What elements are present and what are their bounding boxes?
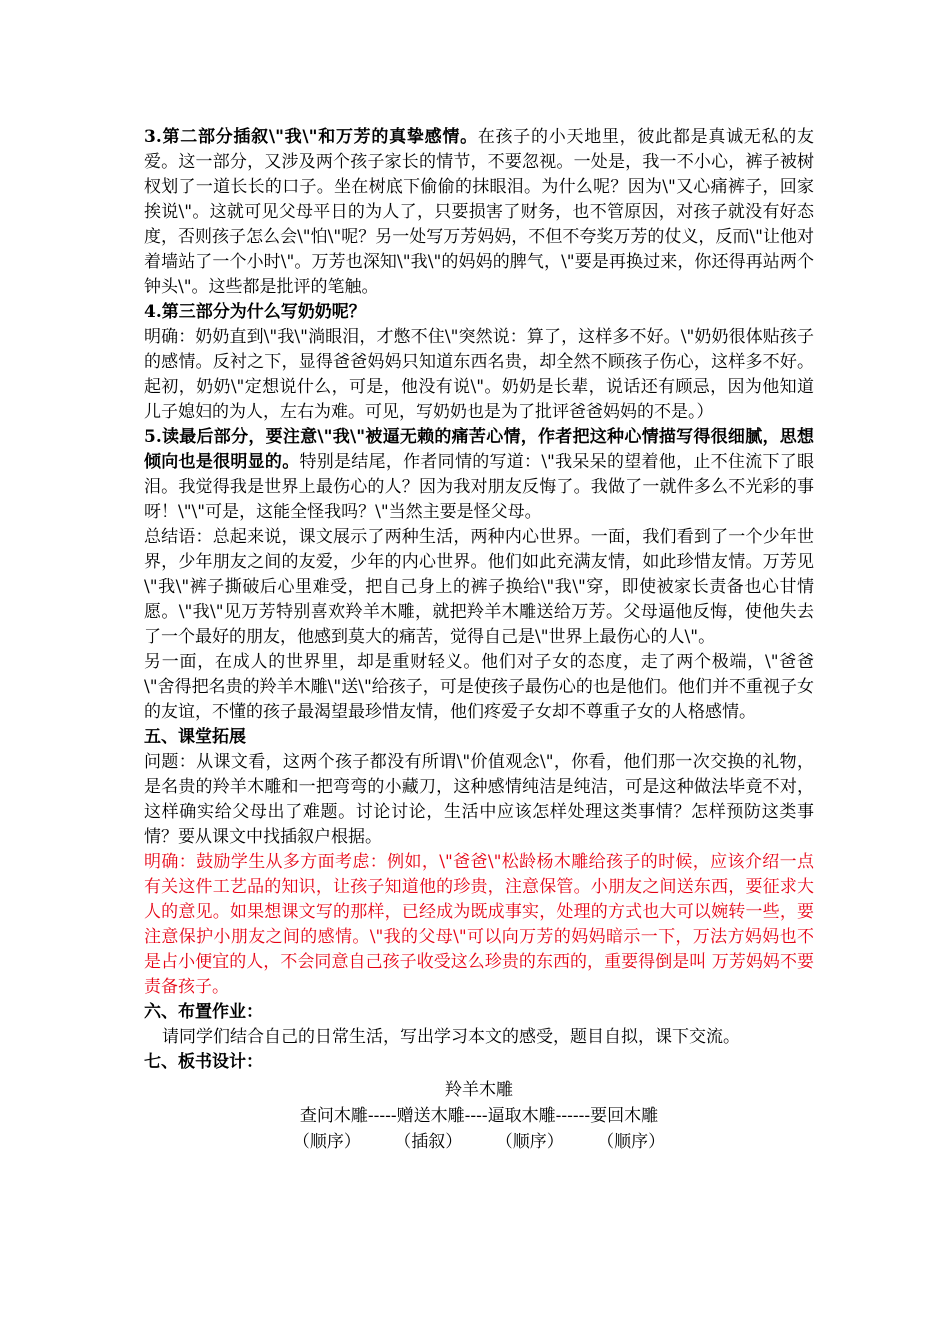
discussion-question: 问题：从课文看，这两个孩子都没有所谓\"价值观念\"，你看，他们那一次交换的礼物，是名贵的羚羊木雕和一把弯弯的小藏刀，这种感情纯洁是纯洁，可是这种做法毕竟不对，这样确实给父母出了难题。讨论讨论，生活中应该怎样处理这类事情？怎样预防这类事情？要从课文中找插叙户根据。 bbox=[144, 752, 814, 847]
section-5-body: 特别是结尾，作者同情的写道：\"我呆呆的望着他，止不住流下了眼泪。我觉得我是世界上最伤心的人？因为我对朋友反悔了。我做了一就件多么不光彩的事呀！\"\"可是，这能全怪我吗？\"当然主要是怪父母。 bbox=[144, 452, 815, 522]
section-5-paragraph bbox=[144, 425, 814, 525]
classroom-extension-heading: 五、课堂拓展 bbox=[144, 727, 246, 747]
board-label-4: （顺序） bbox=[597, 1132, 666, 1152]
board-label-1: （顺序） bbox=[292, 1132, 361, 1152]
board-label-3: （顺序） bbox=[495, 1132, 564, 1152]
section-3-heading: 3.第二部分插叙\"我\"和万芳的真挚感情。 bbox=[144, 127, 478, 147]
section-3-body: 在孩子的小天地里，彼此都是真诚无私的友爱。这一部分，又涉及两个孩子家长的情节，不要忽视。一处是，我一不小心，裤子被树杈划了一道长长的口子。坐在树底下偷偷的抹眼泪。为什么呢？因为\"又心痛裤子，回家挨说\"。这就可见父母平日的为人了，只要损害了财务，也不管原因，对孩子就没有好态度，否则孩子怎么会\"怕\"呢？另一处写万芳妈妈，不但不夸奖万芳的仗义，反而\"让他对着墙站了一个小时\"。万芳也深知\"我\"的妈妈的脾气，\"要是再换过来，你还得再站两个钟头\"。这些都是批评的笔触。 bbox=[144, 127, 815, 297]
section-4-body: 明确：奶奶直到\"我\"淌眼泪，才憋不住\"突然说：算了，这样多不好。\"奶奶很体贴孩子的感情。反衬之下，显得爸爸妈妈只知道东西名贵，却全然不顾孩子伤心，这样多不好。起初，奶奶\"定想说什么，可是，他没有说\"。奶奶是长辈，说话还有顾忌，因为他知道儿子媳妇的为人，左右为难。可见，写奶奶也是为了批评爸爸妈妈的不是。） bbox=[144, 327, 814, 422]
homework-body: 请同学们结合自己的日常生活，写出学习本文的感受，题目自拟，课下交流。 bbox=[162, 1027, 740, 1047]
board-design-heading: 七、板书设计： bbox=[144, 1052, 263, 1072]
discussion-answer: 明确：鼓励学生从多方面考虑：例如，\"爸爸\"松龄杨木雕给孩子的时候，应该介绍一点有关这件工艺品的知识，让孩子知道他的珍贵，注意保管。小朋友之间送东西，要征求大人的意见。如果想课文写的那样，已经成为既成事实，处理的方式也大可以婉转一些，要注意保护小朋友之间的感情。\"我的父母\"可以向万芳的妈妈暗示一下，万法方妈妈也不是占小便宜的人，不会同意自己孩子收受这么珍贵的东西的，重要得倒是叫 万芳妈妈不要责备孩子。 bbox=[144, 852, 814, 997]
board-title: 羚羊木雕 bbox=[445, 1080, 513, 1100]
summary-paragraph-1: 总结语：总起来说，课文展示了两种生活，两种内心世界。一面，我们看到了一个少年世界，少年朋友之间的友爱，少年的内心世界。他们如此充满友情，如此珍惜友情。万芳见\"我\"裤子撕破后心里难受，把自己身上的裤子换给\"我\"穿，即使被家长责备也心甘情愿。\"我\"见万芳特别喜欢羚羊木雕，就把羚羊木雕送给万芳。父母逼他反悔，使他失去了一个最好的朋友，他感到莫大的痛苦，觉得自己是\"世界上最伤心的人\"。 bbox=[144, 527, 814, 647]
board-flow: 查问木雕-----赠送木雕----逼取木雕------要回木雕 bbox=[299, 1106, 659, 1126]
section-3-paragraph bbox=[144, 125, 814, 300]
section-4-heading: 4.第三部分为什么写奶奶呢？ bbox=[144, 302, 366, 322]
board-label-2: （插叙） bbox=[394, 1132, 463, 1152]
document-page bbox=[144, 125, 814, 1155]
board-design bbox=[144, 1077, 814, 1155]
summary-paragraph-2: 另一面，在成人的世界里，却是重财轻义。他们对子女的态度，走了两个极端，\"爸爸\"舍得把名贵的羚羊木雕\"送\"给孩子，可是使孩子最伤心的也是他们。他们并不重视子女的友谊，不懂的孩子最渴望最珍惜友情，他们疼爱子女却不尊重子女的人格感情。 bbox=[144, 652, 814, 722]
section-5-heading: 5.读最后部分，要注意\"我\"被逼无赖的痛苦心情，作者把这种心情描写得很细腻，思想倾向也是很明显的。 bbox=[144, 427, 814, 472]
board-labels bbox=[144, 1129, 814, 1155]
homework-heading: 六、布置作业： bbox=[144, 1002, 263, 1022]
